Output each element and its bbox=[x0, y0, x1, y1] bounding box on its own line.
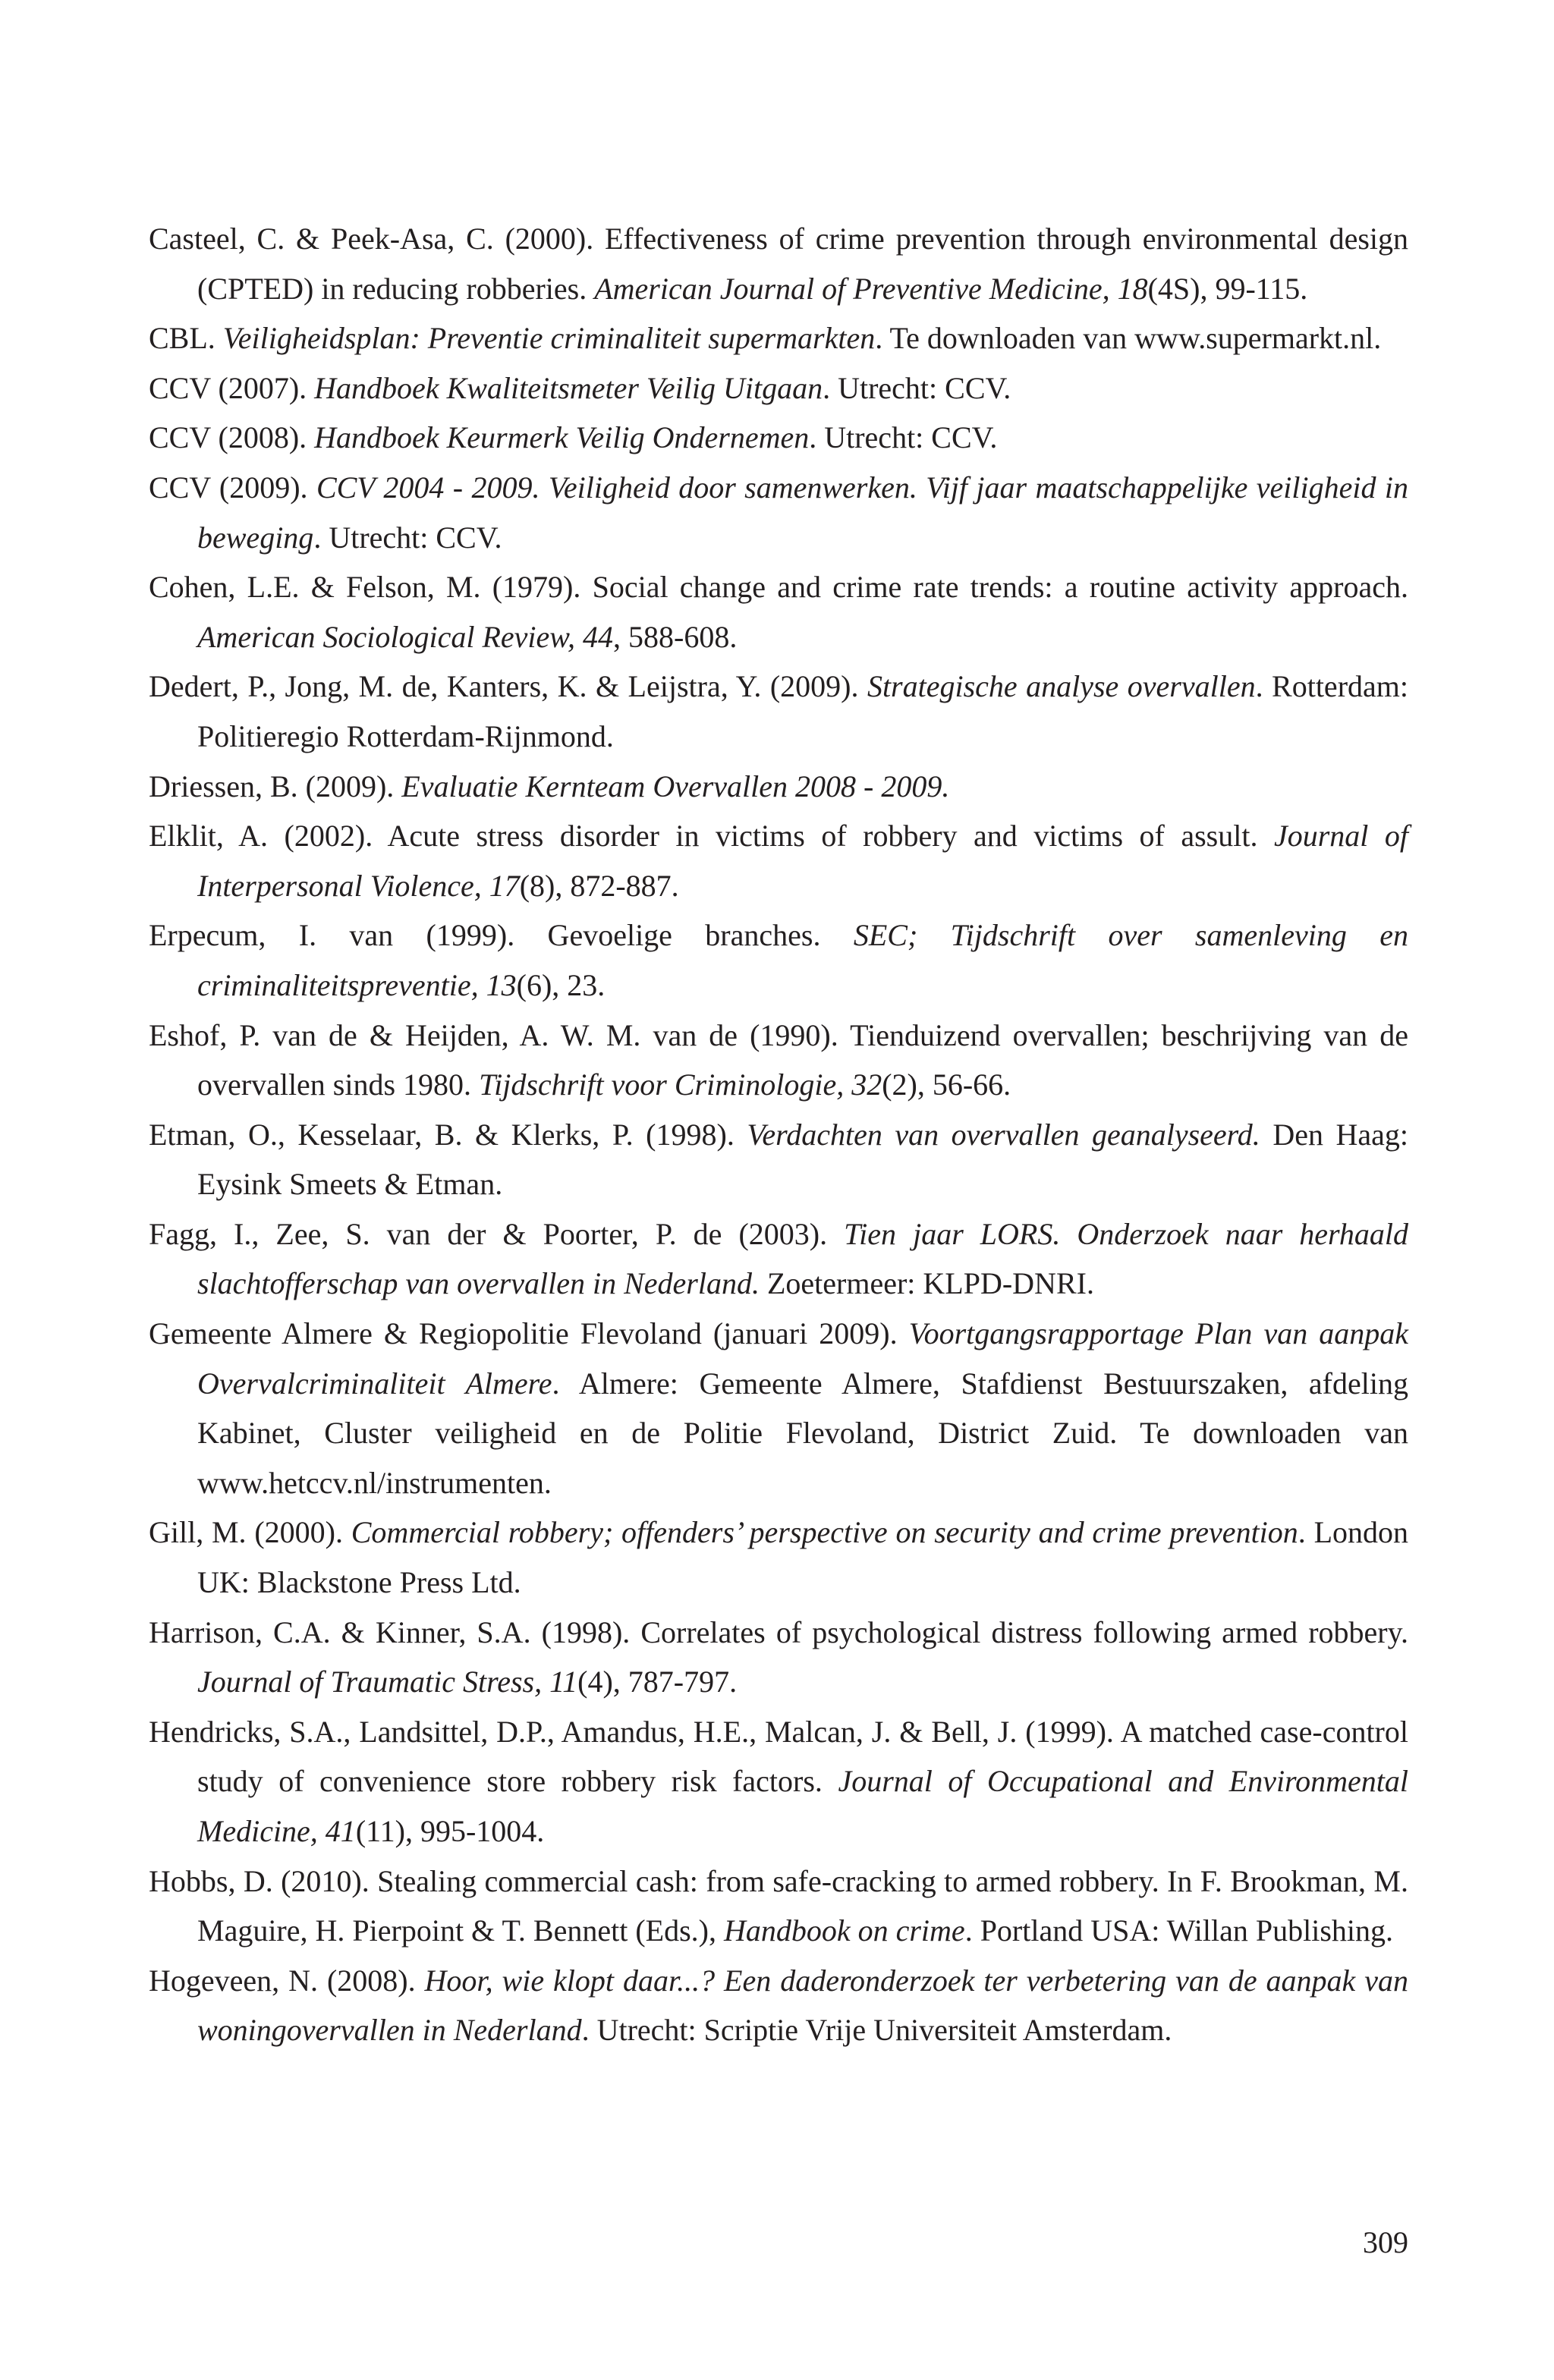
reference-entry bbox=[149, 1209, 1408, 1309]
reference-italic-text: Voortgangsrapportage Plan van aanpak Overvalcriminaliteit Almere bbox=[197, 1316, 1408, 1401]
reference-text: . Almere: Gemeente Almere, Stafdienst Bestuurszaken, afdeling Kabinet, Cluster veiligheid en de Politie Flevoland, District Zuid. Te downloaden van www.hetccv.nl/instrumenten. bbox=[197, 1366, 1408, 1500]
reference-italic-text: CCV 2004 - 2009. Veiligheid door samenwerken. Vijf jaar maatschappelijke veiligheid in beweging bbox=[197, 470, 1408, 555]
reference-italic-text: Strategische analyse overvallen bbox=[867, 669, 1256, 704]
reference-italic-text: Commercial robbery; offenders’ perspective on security and crime prevention bbox=[351, 1515, 1298, 1550]
reference-italic-text: Handboek Kwaliteitsmeter Veilig Uitgaan bbox=[314, 370, 823, 405]
reference-italic-text: Hoor, wie klopt daar...? Een daderonderzoek ter verbetering van de aanpak van woningovervallen in Nederland bbox=[197, 1963, 1408, 2048]
reference-italic-text: SEC; Tijdschrift over samenleving en criminaliteitspreventie, 13 bbox=[197, 918, 1408, 1002]
reference-text: Elklit, A. (2002). Acute stress disorder in victims of robbery and victims of assult. bbox=[149, 819, 1274, 854]
reference-text: CCV (2007). bbox=[149, 370, 315, 405]
reference-text: . Portland USA: Willan Publishing. bbox=[964, 1913, 1394, 1948]
reference-entry bbox=[149, 1707, 1408, 1857]
reference-text: Zoetermeer: KLPD-DNRI. bbox=[759, 1266, 1094, 1301]
reference-text: . Utrecht: CCV. bbox=[313, 520, 502, 555]
reference-text: Gill, M. (2000). bbox=[149, 1515, 351, 1550]
reference-entry bbox=[149, 214, 1408, 313]
reference-entry bbox=[149, 910, 1408, 1010]
reference-text: CCV (2008). bbox=[149, 420, 315, 455]
reference-text: Hendricks, S.A., Landsittel, D.P., Amandus, H.E., Malcan, J. & Bell, J. (1999). A matched case-control study of convenience store robbery risk factors. bbox=[149, 1714, 1408, 1799]
reference-entry bbox=[149, 1956, 1408, 2055]
page-number: 309 bbox=[1363, 2225, 1408, 2259]
reference-entry bbox=[149, 1608, 1408, 1707]
reference-text: Casteel, C. & Peek-Asa, C. (2000). Effectiveness of crime prevention through environmental design (CPTED) in reducing robberies. bbox=[149, 222, 1408, 306]
reference-italic-text: Veiligheidsplan: Preventie criminaliteit supermarkten bbox=[222, 321, 876, 356]
reference-text: CBL. bbox=[149, 321, 223, 356]
reference-entry bbox=[149, 1309, 1408, 1508]
reference-text: Den Haag: Eysink Smeets & Etman. bbox=[197, 1117, 1409, 1202]
reference-text: . London UK: Blackstone Press Ltd. bbox=[197, 1515, 1408, 1600]
reference-text: Cohen, L.E. & Felson, M. (1979). Social change and crime rate trends: a routine activity approach. bbox=[149, 570, 1408, 605]
reference-text: . Rotterdam: Politieregio Rotterdam-Rijnmond. bbox=[197, 669, 1408, 753]
reference-entry bbox=[149, 1508, 1408, 1607]
reference-text: (4), 787-797. bbox=[577, 1665, 738, 1699]
reference-text: (11), 995-1004. bbox=[355, 1814, 545, 1848]
reference-text: Eshof, P. van de & Heijden, A. W. M. van de (1990). Tienduizend overvallen; beschrijving van de overvallen sinds 1980. bbox=[149, 1017, 1408, 1102]
reference-text: (8), 872-887. bbox=[519, 868, 679, 903]
reference-entry bbox=[149, 363, 1408, 413]
reference-italic-text: American Journal of Preventive Medicine, 18 bbox=[594, 271, 1148, 306]
reference-text: Driessen, B. (2009). bbox=[149, 769, 402, 803]
reference-text: Harrison, C.A. & Kinner, S.A. (1998). Correlates of psychological distress following armed robbery. bbox=[149, 1614, 1408, 1649]
reference-italic-text: Tijdschrift voor Criminologie, 32 bbox=[479, 1067, 882, 1102]
reference-italic-text: Journal of Traumatic Stress, 11 bbox=[197, 1665, 578, 1699]
reference-text: . Utrecht: Scriptie Vrije Universiteit Amsterdam. bbox=[581, 2013, 1172, 2048]
reference-entry bbox=[149, 662, 1408, 761]
reference-italic-text: Verdachten van overvallen geanalyseerd. bbox=[747, 1117, 1260, 1152]
reference-text: Erpecum, I. van (1999). Gevoelige branches. bbox=[149, 918, 854, 953]
reference-text: (4S), 99-115. bbox=[1147, 271, 1308, 306]
reference-entry bbox=[149, 1110, 1408, 1209]
reference-text: . Utrecht: CCV. bbox=[809, 420, 998, 455]
reference-entry bbox=[149, 1857, 1408, 1956]
reference-italic-text: Journal of Occupational and Environmental Medicine, 41 bbox=[197, 1764, 1409, 1848]
reference-entry bbox=[149, 463, 1408, 562]
reference-text: CCV (2009). bbox=[149, 470, 316, 505]
reference-entry bbox=[149, 811, 1408, 910]
reference-text: Hogeveen, N. (2008). bbox=[149, 1963, 425, 1998]
reference-entry bbox=[149, 562, 1408, 662]
reference-text: , 588-608. bbox=[613, 619, 738, 654]
reference-text: Hobbs, D. (2010). Stealing commercial cash: from safe-cracking to armed robbery. In F. Brookman, M. Maguire, H. Pierpoint & T. Bennett (Eds.), bbox=[149, 1863, 1408, 1948]
reference-italic-text: Evaluatie Kernteam Overvallen 2008 - 2009. bbox=[401, 769, 950, 803]
reference-text: Gemeente Almere & Regiopolitie Flevoland (januari 2009). bbox=[149, 1316, 909, 1351]
reference-text: Dedert, P., Jong, M. de, Kanters, K. & Leijstra, Y. (2009). bbox=[149, 669, 867, 704]
reference-text: . Te downloaden van www.supermarkt.nl. bbox=[875, 321, 1382, 356]
reference-entry bbox=[149, 1011, 1408, 1110]
reference-italic-text: Handbook on crime bbox=[723, 1913, 965, 1948]
reference-text: Etman, O., Kesselaar, B. & Klerks, P. (1998). bbox=[149, 1117, 747, 1152]
reference-text: (2), 56-66. bbox=[882, 1067, 1011, 1102]
reference-list bbox=[149, 214, 1408, 2055]
reference-italic-text: Handboek Keurmerk Veilig Ondernemen bbox=[314, 420, 810, 455]
reference-entry bbox=[149, 313, 1408, 363]
reference-italic-text: Journal of Interpersonal Violence, 17 bbox=[197, 819, 1409, 903]
reference-italic-text: American Sociological Review, 44 bbox=[197, 619, 613, 654]
reference-text: Fagg, I., Zee, S. van der & Poorter, P. de (2003). bbox=[149, 1216, 845, 1251]
reference-entry bbox=[149, 762, 1408, 812]
reference-entry bbox=[149, 413, 1408, 463]
reference-text: . Utrecht: CCV. bbox=[823, 370, 1011, 405]
reference-text: (6), 23. bbox=[516, 967, 606, 1002]
reference-italic-text: Tien jaar LORS. Onderzoek naar herhaald slachtofferschap van overvallen in Nederland. bbox=[197, 1216, 1408, 1301]
